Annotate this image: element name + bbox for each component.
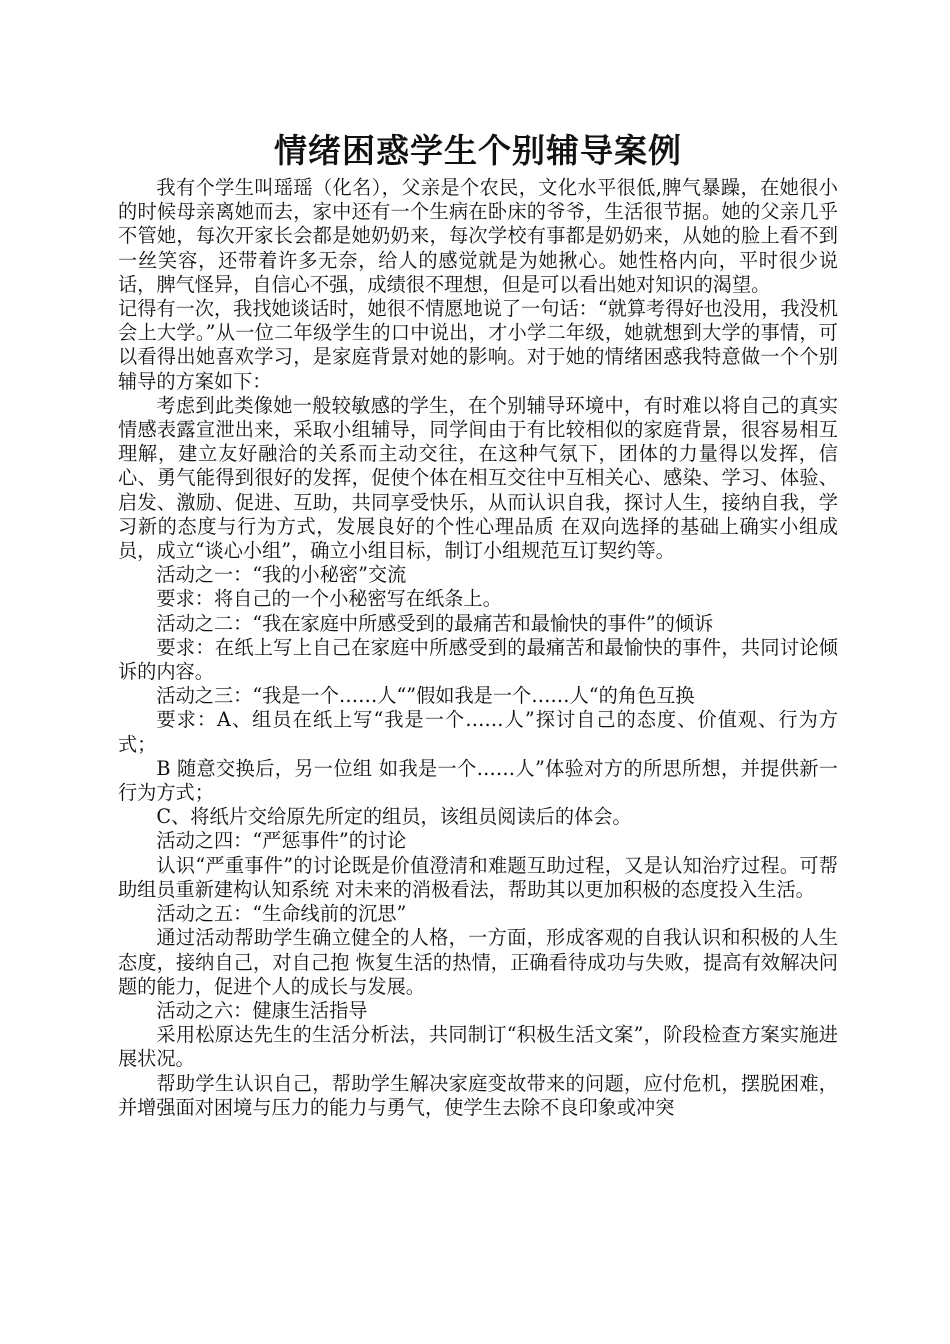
paragraph: 活动之二：“我在家庭中所感受到的最痛苦和最愉快的事件”的倾诉 [156, 611, 714, 635]
paragraph: 记得有一次，我找她谈话时，她很不情愿地说了一句话：“就算考得好也没用，我没机会上大学。”从一位二年级学生的口中说出，才小学二年级，她就想到大学的事情，可以看得出她喜欢学习，是家庭背景对她的影响。对于她的情绪困惑我特意做一个个别辅导的方案如下： [118, 297, 838, 393]
paragraph: 认识“严重事件”的讨论既是价值澄清和难题互助过程，又是认知治疗过程。可帮助组员重新建构认知系统 对未来的消极看法，帮助其以更加积极的态度投入生活。 [118, 853, 838, 901]
paragraph: 考虑到此类像她一般较敏感的学生，在个别辅导环境中，有时难以将自己的真实情感表露宣泄出来，采取小组辅导，同学间由于有比较相似的家庭背景，很容易相互理解，建立友好融洽的关系而主动交往，在这种气氛下，团体的力量得以发挥，信心、勇气能得到很好的发挥，促使个体在相互交往中互相关心、感染、学习、体验、启发、激励、促进、互助，共同享受快乐，从而认识自我，探讨人生，接纳自我，学习新的态度与行为方式，发展良好的个性心理品质 在双向选择的基础上确实小组成员，成立“谈心小组”，确立小组目标，制订小组规范互订契约等。 [118, 393, 838, 563]
paragraph: 采用松原达先生的生活分析法，共同制订“积极生活文案”，阶段检查方案实施进展状况。 [118, 1023, 838, 1071]
document-page [118, 128, 838, 1120]
paragraph: 活动之六：健康生活指导 [156, 998, 368, 1022]
paragraph: 通过活动帮助学生确立健全的人格，一方面，形成客观的自我认识和积极的人生态度，接纳自己，对自己抱 恢复生活的热情，正确看待成功与失败，提高有效解决问题的能力，促进个人的成长与发展。 [118, 926, 838, 998]
paragraph: 活动之一：“我的小秘密”交流 [156, 563, 407, 587]
paragraph: 要求：在纸上写上自己在家庭中所感受到的最痛苦和最愉快的事件，共同讨论倾诉的内容。 [118, 635, 838, 684]
paragraph: 要求：将自己的一个小秘密写在纸条上。 [156, 587, 502, 611]
paragraph: 活动之四：“严惩事件”的讨论 [156, 829, 407, 853]
document-title: 情绪困惑学生个别辅导案例 [274, 131, 682, 170]
paragraph: C、将纸片交给原先所定的组员，该组员阅读后的体会。 [156, 805, 632, 829]
paragraph: B 随意交换后，另一位组 如我是一个……人”体验对方的所思所想，并提供新一行为方式； [118, 756, 838, 805]
paragraph: 我有个学生叫瑶瑶（化名），父亲是个农民，文化水平很低,脾气暴躁，在她很小的时候母亲离她而去，家中还有一个生病在卧床的爷爷，生活很节据。她的父亲几乎不管她，每次开家长会都是她奶奶来，每次学校有事都是奶奶来，从她的脸上看不到一丝笑容，还带着许多无奈，给人的感觉就是为她揪心。她性格内向，平时很少说话，脾气怪异，自信心不强，成绩很不理想，但是可以看出她对知识的渴望。 [118, 176, 838, 296]
paragraph: 活动之五：“生命线前的沉思” [156, 902, 407, 926]
paragraph: 帮助学生认识自己，帮助学生解决家庭变故带来的问题，应付危机，摆脱困难，并增强面对困境与压力的能力与勇气，使学生去除不良印象或冲突 [118, 1071, 838, 1119]
paragraph: 活动之三：“我是一个……人“”假如我是一个……人“的角色互换 [156, 684, 695, 708]
document-body [118, 176, 838, 1120]
paragraph: 要求：A、组员在纸上写“我是一个……人”探讨自己的态度、价值观、行为方式； [118, 708, 838, 756]
